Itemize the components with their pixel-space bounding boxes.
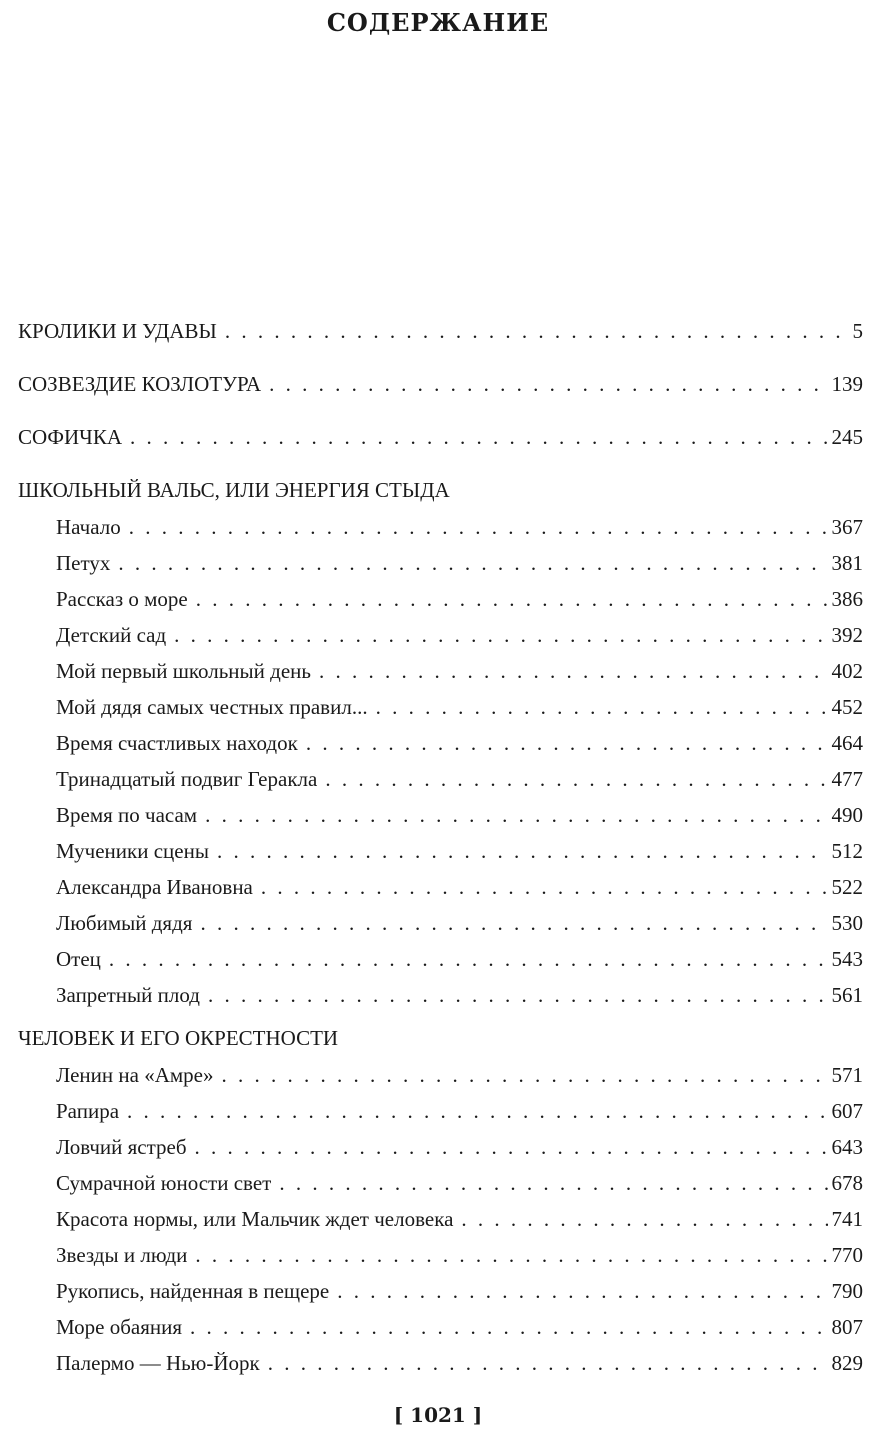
toc-entry bbox=[56, 730, 863, 766]
toc-entry bbox=[56, 1170, 863, 1206]
toc-entry-title: Рапира bbox=[56, 1099, 120, 1123]
toc-entry-page: 139 bbox=[831, 372, 863, 396]
toc-entry-page: 829 bbox=[831, 1351, 863, 1375]
leader-dots bbox=[127, 1098, 827, 1124]
toc-entry-title: Рукопись, найденная в пещере bbox=[56, 1279, 330, 1303]
toc-entry bbox=[56, 1062, 863, 1098]
toc-entry-page: 386 bbox=[831, 587, 863, 611]
table-of-contents bbox=[0, 318, 876, 1386]
leader-dots bbox=[319, 658, 828, 684]
toc-entry-title: Мой первый школьный день bbox=[56, 659, 311, 683]
toc-entry bbox=[56, 838, 863, 874]
toc-entry-title: КРОЛИКИ И УДАВЫ bbox=[18, 319, 217, 343]
toc-entry-page: 543 bbox=[831, 947, 863, 971]
toc-entry-title: Любимый дядя bbox=[56, 911, 193, 935]
toc-entry-page: 477 bbox=[831, 767, 863, 791]
toc-entry-page: 245 bbox=[831, 425, 863, 449]
toc-entry-title: Александра Ивановна bbox=[56, 875, 253, 899]
leader-dots bbox=[268, 1350, 828, 1376]
leader-dots bbox=[376, 694, 828, 720]
toc-entry bbox=[56, 802, 863, 838]
toc-entry-page: 402 bbox=[831, 659, 863, 683]
toc-entry-title: Красота нормы, или Мальчик ждет человека bbox=[56, 1207, 454, 1231]
leader-dots bbox=[337, 1278, 827, 1304]
toc-entry-page: 607 bbox=[831, 1099, 863, 1123]
toc-part-heading bbox=[18, 1025, 863, 1062]
toc-entry bbox=[56, 1350, 863, 1386]
toc-entry-page: 490 bbox=[831, 803, 863, 827]
toc-entry-title: Звезды и люди bbox=[56, 1243, 188, 1267]
leader-dots bbox=[261, 874, 828, 900]
toc-entry bbox=[56, 694, 863, 730]
leader-dots bbox=[200, 910, 827, 936]
leader-dots bbox=[217, 838, 828, 864]
toc-part-heading bbox=[18, 477, 863, 514]
toc-entry bbox=[56, 910, 863, 946]
toc-entry-title: Тринадцатый подвиг Геракла bbox=[56, 767, 318, 791]
toc-entry bbox=[56, 1242, 863, 1278]
leader-dots bbox=[195, 1242, 827, 1268]
toc-entry-page: 5 bbox=[852, 319, 863, 343]
toc-entry-page: 367 bbox=[831, 515, 863, 539]
leader-dots bbox=[269, 371, 827, 397]
toc-entry bbox=[56, 874, 863, 910]
leader-dots bbox=[208, 982, 828, 1008]
toc-entry-title: Рассказ о море bbox=[56, 587, 188, 611]
toc-entry bbox=[56, 514, 863, 550]
toc-entry-page: 807 bbox=[831, 1315, 863, 1339]
toc-entry-page: 741 bbox=[831, 1207, 863, 1231]
toc-entry-title: Отец bbox=[56, 947, 101, 971]
toc-entry bbox=[18, 424, 863, 477]
toc-entry-title: Мученики сцены bbox=[56, 839, 209, 863]
toc-entry-page: 522 bbox=[831, 875, 863, 899]
leader-dots bbox=[196, 586, 828, 612]
toc-entry-title: Сумрачной юности свет bbox=[56, 1171, 272, 1195]
leader-dots bbox=[221, 1062, 827, 1088]
leader-dots bbox=[174, 622, 827, 648]
toc-entry bbox=[56, 766, 863, 802]
toc-entry-title: Начало bbox=[56, 515, 121, 539]
toc-entry bbox=[56, 1206, 863, 1242]
toc-entry-page: 770 bbox=[831, 1243, 863, 1267]
part-title: ШКОЛЬНЫЙ ВАЛЬС, ИЛИ ЭНЕРГИЯ СТЫДА bbox=[18, 478, 450, 502]
toc-entry-title: Мой дядя самых честных правил... bbox=[56, 695, 368, 719]
toc-entry-page: 464 bbox=[831, 731, 863, 755]
toc-entry-page: 452 bbox=[831, 695, 863, 719]
toc-entry-page: 512 bbox=[831, 839, 863, 863]
toc-entry bbox=[56, 982, 863, 1018]
toc-entry bbox=[56, 1134, 863, 1170]
part-items bbox=[0, 1062, 876, 1386]
page-number: [ 1021 ] bbox=[393, 1403, 483, 1427]
toc-entry-page: 561 bbox=[831, 983, 863, 1007]
leader-dots bbox=[129, 514, 828, 540]
leader-dots bbox=[109, 946, 828, 972]
toc-entry-page: 392 bbox=[831, 623, 863, 647]
toc-entry-title: Петух bbox=[56, 551, 111, 575]
toc-entry bbox=[56, 586, 863, 622]
toc-entry bbox=[56, 658, 863, 694]
part-title: ЧЕЛОВЕК И ЕГО ОКРЕСТНОСТИ bbox=[18, 1026, 339, 1050]
toc-entry bbox=[56, 946, 863, 982]
toc-entry-page: 571 bbox=[831, 1063, 863, 1087]
leader-dots bbox=[461, 1206, 827, 1232]
leader-dots bbox=[195, 1134, 828, 1160]
toc-entry bbox=[56, 550, 863, 586]
toc-entry-title: Время счастливых находок bbox=[56, 731, 298, 755]
toc-entry-title: Ленин на «Амре» bbox=[56, 1063, 214, 1087]
toc-entry-page: 678 bbox=[831, 1171, 863, 1195]
toc-entry bbox=[56, 1098, 863, 1134]
part-items bbox=[0, 514, 876, 1018]
leader-dots bbox=[190, 1314, 827, 1340]
page-title: СОДЕРЖАНИЕ bbox=[326, 8, 550, 37]
toc-entry-title: Время по часам bbox=[56, 803, 198, 827]
toc-entry bbox=[18, 318, 863, 371]
toc-entry-page: 530 bbox=[831, 911, 863, 935]
leader-dots bbox=[205, 802, 827, 828]
toc-entry-page: 790 bbox=[831, 1279, 863, 1303]
toc-entry-title: Море обаяния bbox=[56, 1315, 183, 1339]
toc-entry-title: Запретный плод bbox=[56, 983, 200, 1007]
toc-entry-page: 381 bbox=[831, 551, 863, 575]
leader-dots bbox=[325, 766, 827, 792]
leader-dots bbox=[130, 424, 827, 450]
toc-entry bbox=[56, 622, 863, 658]
leader-dots bbox=[306, 730, 828, 756]
toc-entry-page: 643 bbox=[831, 1135, 863, 1159]
leader-dots bbox=[118, 550, 827, 576]
toc-entry bbox=[18, 371, 863, 424]
toc-entry-title: Ловчий ястреб bbox=[56, 1135, 187, 1159]
leader-dots bbox=[225, 318, 849, 344]
toc-entry-title: Детский сад bbox=[56, 623, 167, 647]
toc-entry-title: Палермо — Нью-Йорк bbox=[56, 1351, 260, 1375]
toc-entry bbox=[56, 1278, 863, 1314]
toc-entry bbox=[56, 1314, 863, 1350]
toc-entry-title: СОЗВЕЗДИЕ КОЗЛОТУРА bbox=[18, 372, 262, 396]
leader-dots bbox=[279, 1170, 827, 1196]
toc-entry-title: СОФИЧКА bbox=[18, 425, 123, 449]
